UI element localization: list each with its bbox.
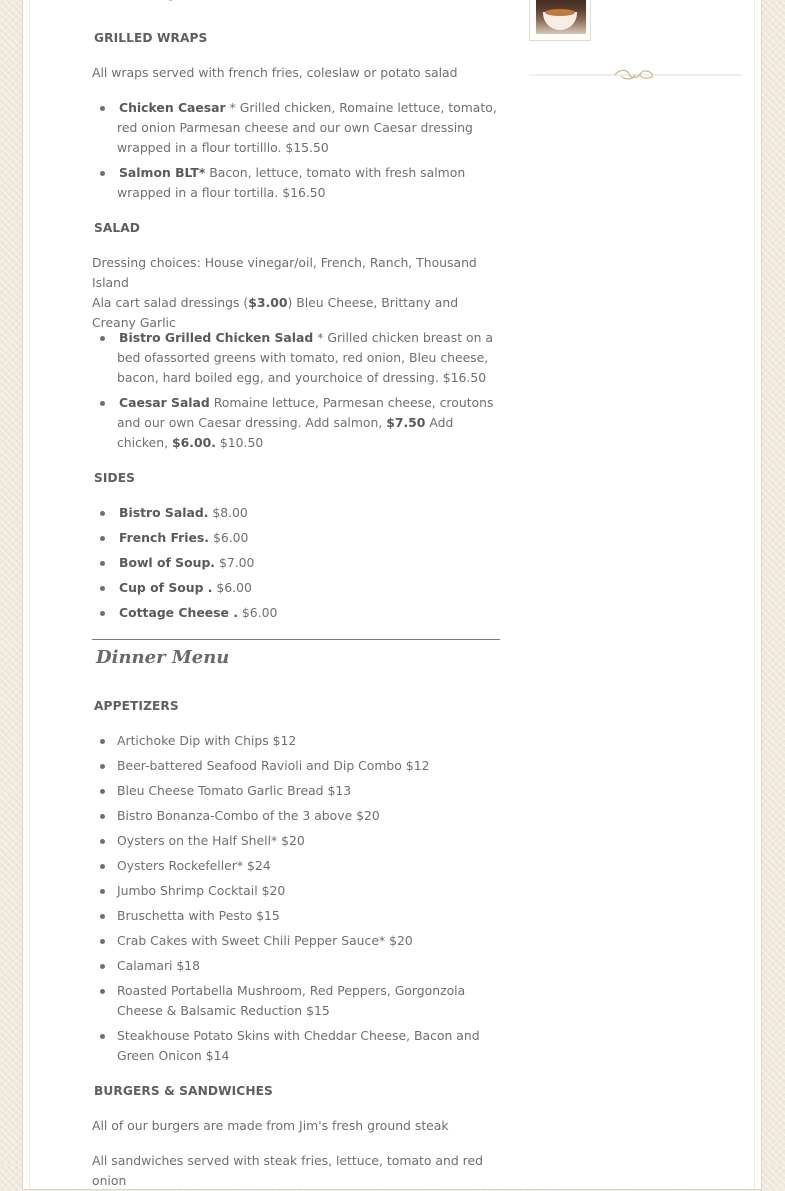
flourish-divider-icon bbox=[529, 67, 741, 83]
item-price: $6.00 bbox=[212, 580, 252, 595]
section-divider bbox=[92, 639, 500, 640]
coffee-cup-image bbox=[536, 0, 586, 34]
burgers-note: All of our burgers are made from Jim's fresh ground steak bbox=[92, 1118, 449, 1133]
item-desc: Add chicken, bbox=[117, 415, 454, 450]
item-name: Bowl of Soup. bbox=[119, 555, 216, 570]
item-desc: $10.50 bbox=[215, 435, 264, 450]
item-price: $6.00 bbox=[209, 530, 249, 545]
item-name: Caesar Salad bbox=[119, 395, 210, 410]
item-price: $6.00 bbox=[237, 605, 278, 620]
grilled-wraps-note: All wraps served with french fries, coleslaw or potato salad bbox=[92, 65, 458, 80]
item-desc: Romaine lettuce, Parmesan cheese, croutons and our own Caesar dressing. Add salmon, bbox=[117, 395, 494, 430]
sandwiches-note: All sandwiches served with steak fries, lettuce, tomato and red onion bbox=[92, 1153, 483, 1188]
item-name: Cottage Cheese . bbox=[119, 605, 238, 620]
item-name: French Fries. bbox=[119, 530, 210, 545]
item-name: Cup of Soup . bbox=[119, 580, 213, 595]
item-name: Bistro Salad. bbox=[119, 505, 209, 520]
list-item bbox=[92, 603, 500, 623]
dressing-pre: Ala cart salad dressings ( bbox=[92, 295, 249, 310]
page-frame bbox=[22, 0, 762, 1190]
appetizers-heading: APPETIZERS bbox=[94, 699, 179, 713]
list-item: Crab Cakes with Sweet Chili Pepper Sauce* $20 bbox=[92, 931, 500, 951]
list-item: Oysters on the Half Shell* $20 bbox=[92, 831, 500, 851]
dressing-choices bbox=[92, 253, 500, 333]
list-item: Beer-battered Seafood Ravioli and Dip Combo $12 bbox=[92, 756, 500, 776]
list-item bbox=[92, 578, 500, 598]
appetizers-list bbox=[92, 731, 500, 1066]
list-item bbox=[92, 553, 500, 573]
coffee-surface bbox=[545, 9, 575, 16]
dressing-post: ) Bleu Cheese, Brittany and Creany Garlic bbox=[92, 295, 459, 330]
grilled-wraps-list bbox=[92, 98, 500, 203]
list-item: Steakhouse Potato Skins with Cheddar Cheese, Bacon and Green Onicon $14 bbox=[92, 1026, 500, 1066]
item-desc: * Grilled chicken, Romaine lettuce, tomato, red onion Parmesan cheese and our own Caesar dressing wrapped in a flour tortilllo. $15.50 bbox=[117, 100, 497, 155]
item-name: Chicken Caesar bbox=[119, 100, 226, 115]
list-item: Jumbo Shrimp Cocktail $20 bbox=[92, 881, 500, 901]
burgers-heading: BURGERS & SANDWICHES bbox=[94, 1084, 273, 1098]
list-item: Calamari $18 bbox=[92, 956, 500, 976]
dinner-menu-title: Dinner Menu bbox=[96, 647, 230, 668]
list-item: Bistro Bonanza-Combo of the 3 above $20 bbox=[92, 806, 500, 826]
dressing-price: $3.00 bbox=[248, 295, 288, 310]
list-item: Oysters Rockefeller* $24 bbox=[92, 856, 500, 876]
item-name: Bistro Grilled Chicken Salad bbox=[119, 330, 314, 345]
salmon-price: $7.50 bbox=[386, 415, 426, 430]
list-item bbox=[92, 528, 500, 548]
item-desc: Bacon, lettuce, tomato with fresh salmon wrapped in a flour tortilla. $16.50 bbox=[117, 165, 466, 200]
list-item bbox=[92, 503, 500, 523]
top-fragment bbox=[92, 0, 525, 4]
item-desc: * Grilled chicken breast on a bed ofassorted greens with tomato, red onion, Bleu cheese, bacon, hard boiled egg, and yourchoice of dressing. $16.50 bbox=[117, 330, 493, 385]
salad-heading: SALAD bbox=[94, 221, 141, 235]
sides-heading: SIDES bbox=[94, 471, 136, 485]
list-item bbox=[92, 328, 500, 388]
coffee-thumbnail[interactable] bbox=[529, 0, 591, 41]
chicken-price: $6.00. bbox=[172, 435, 216, 450]
item-name: Salmon BLT* bbox=[119, 165, 206, 180]
list-item: Bleu Cheese Tomato Garlic Bread $13 bbox=[92, 781, 500, 801]
list-item: Artichoke Dip with Chips $12 bbox=[92, 731, 500, 751]
list-item bbox=[92, 98, 500, 158]
item-price: $8.00 bbox=[208, 505, 248, 520]
list-item bbox=[92, 163, 500, 203]
item-price: $7.00 bbox=[215, 555, 255, 570]
dressing-line1: Dressing choices: House vinegar/oil, French, Ranch, Thousand Island bbox=[92, 255, 477, 290]
sides-list bbox=[92, 503, 500, 623]
grilled-wraps-heading: GRILLED WRAPS bbox=[94, 31, 208, 45]
salad-list bbox=[92, 328, 500, 453]
list-item: Roasted Portabella Mushroom, Red Peppers, Gorgonzola Cheese & Balsamic Reduction $15 bbox=[92, 981, 500, 1021]
list-item: Bruschetta with Pesto $15 bbox=[92, 906, 500, 926]
list-item bbox=[92, 393, 500, 453]
